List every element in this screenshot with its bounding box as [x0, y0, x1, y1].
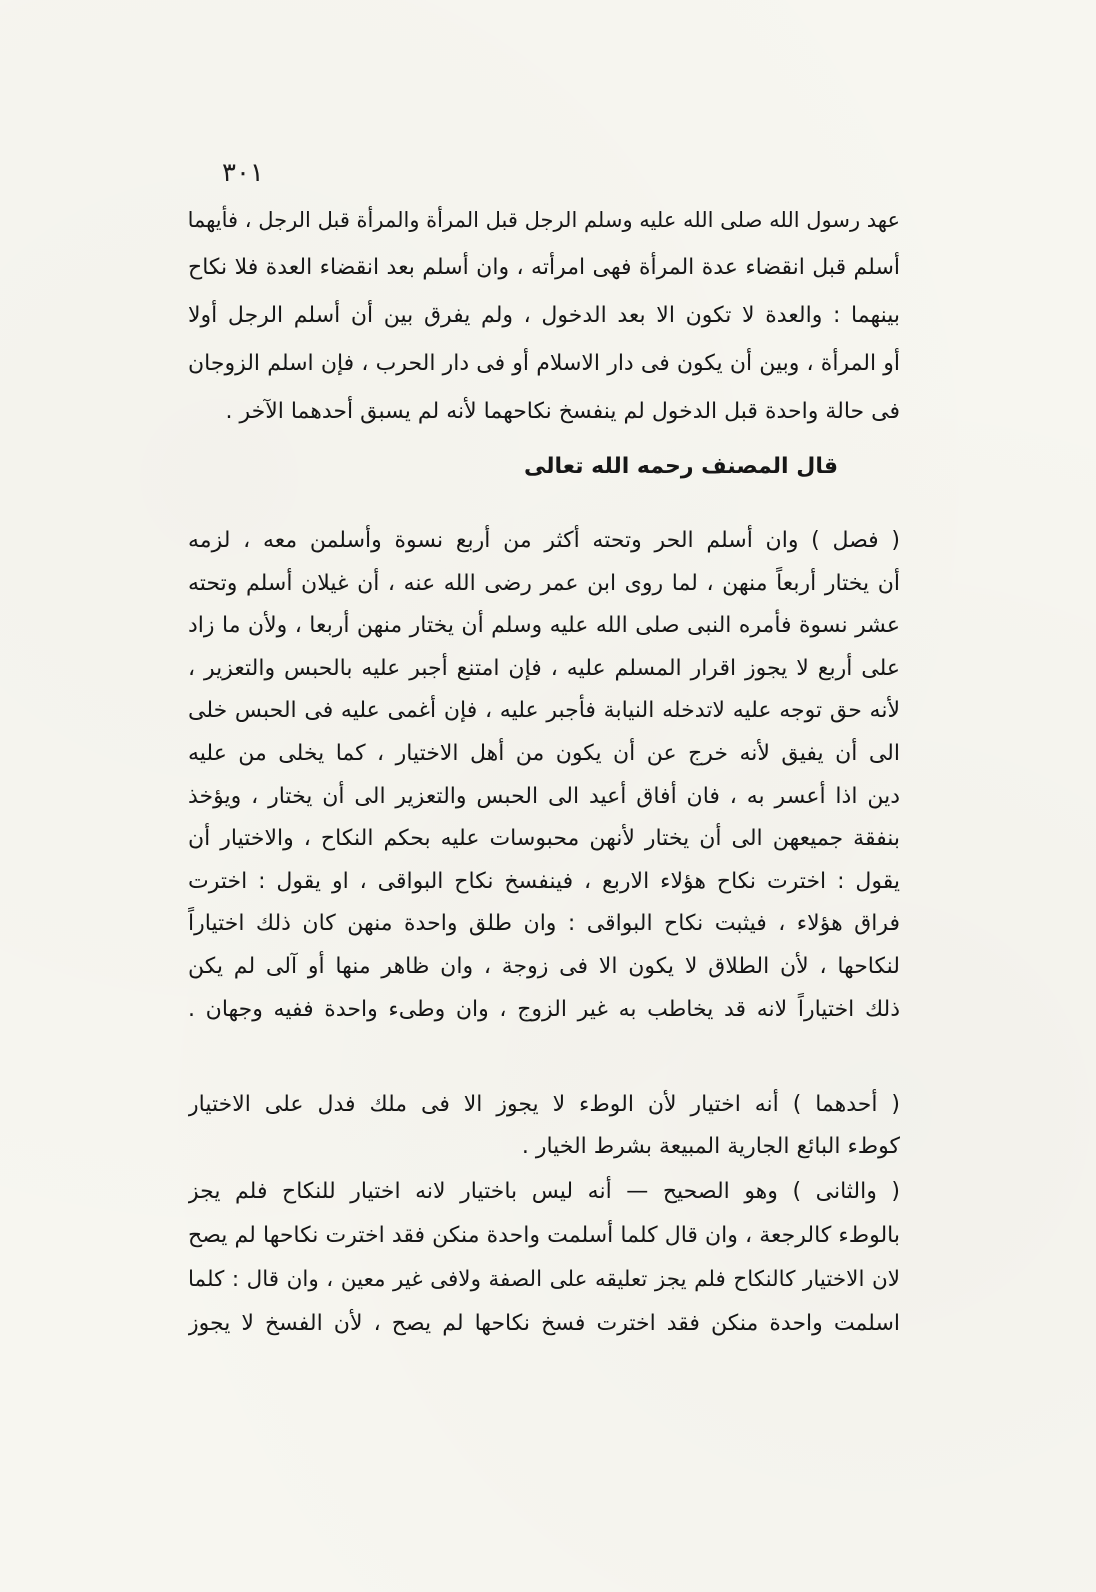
text-line: لنكاحها ، لأن الطلاق لا يكون الا فى زوجة ، وان ظاهر منها أو آلى لم يكن [188, 953, 900, 979]
text-line: بالوطء كالرجعة ، وان قال كلما أسلمت واحدة منكن فقد اخترت نكاحها لم يصح [188, 1223, 900, 1248]
paragraph-4 [188, 1170, 900, 1346]
text-line: بينهما : والعدة لا تكون الا بعد الدخول ، ولم يفرق بين أن أسلم الرجل أولا [188, 303, 900, 328]
paragraph-1 [188, 196, 900, 436]
text-line: بنفقة جميعهن الى أن يختار لأنهن محبوسات عليه بحكم النكاح ، والاختيار أن [188, 826, 900, 852]
section-heading: قال المصنف رحمه الله تعالى [524, 454, 838, 479]
text-line: عهد رسول الله صلى الله عليه وسلم الرجل قبل المرأة والمرأة قبل الرجل ، فأيهما [188, 208, 900, 232]
page-number: ٣٠١ [222, 158, 264, 188]
text-line: أسلم قبل انقضاء عدة المرأة فهى امرأته ، وان أسلم بعد انقضاء العدة فلا نكاح [188, 255, 900, 280]
text-line: أو المرأة ، وبين أن يكون فى دار الاسلام أو فى دار الحرب ، فإن اسلم الزوجان [188, 351, 900, 376]
text-line: دين اذا أعسر به ، فان أفاق أعيد الى الحبس والتعزير الى أن يختار ، ويؤخذ [188, 783, 900, 809]
text-line: أن يختار أربعاً منهن ، لما روى ابن عمر رضى الله عنه ، أن غيلان أسلم وتحته [188, 570, 900, 596]
text-line: يقول : اخترت نكاح هؤلاء الاربع ، فينفسخ نكاح البواقى ، او يقول : اخترت [188, 868, 900, 894]
text-line: ( أحدهما ) أنه اختيار لأن الوطء لا يجوز الا فى ملك فدل على الاختيار [188, 1092, 900, 1117]
paragraph-2 [188, 520, 900, 1031]
text-line: ( فصل ) وان أسلم الحر وتحته أكثر من أربع نسوة وأسلمن معه ، لزمه [188, 528, 900, 553]
text-line: فى حالة واحدة قبل الدخول لم ينفسخ نكاحهما لأنه لم يسبق أحدهما الآخر . [225, 399, 900, 424]
text-line: فراق هؤلاء ، فيثبت نكاح البواقى : وان طلق واحدة منهن كان ذلك اختياراً [188, 911, 900, 937]
paragraph-3 [188, 1084, 900, 1168]
text-line: لأنه حق توجه عليه لاتدخله النيابة فأجبر عليه ، فإن أغمى عليه فى الحبس خلى [188, 698, 900, 724]
text-line: على أربع لا يجوز اقرار المسلم عليه ، فإن امتنع أجبر عليه بالحبس والتعزير ، [188, 655, 900, 681]
text-line: الى أن يفيق لأنه خرج عن أن يكون من أهل الاختيار ، كما يخلى من عليه [188, 740, 900, 766]
text-line: اسلمت واحدة منكن فقد اخترت فسخ نكاحها لم يصح ، لأن الفسخ لا يجوز [188, 1311, 900, 1336]
text-line: ذلك اختياراً لانه قد يخاطب به غير الزوج ، وان وطىء واحدة ففيه وجهان . [188, 996, 900, 1022]
text-line: عشر نسوة فأمره النبى صلى الله عليه وسلم أن يختار منهن أربعا ، ولأن ما زاد [188, 613, 900, 639]
text-line: كوطء البائع الجارية المبيعة بشرط الخيار . [521, 1134, 900, 1159]
text-line: ( والثانى ) وهو الصحيح — أنه ليس باختيار لانه اختيار للنكاح فلم يجز [188, 1179, 900, 1204]
text-line: لان الاختيار كالنكاح فلم يجز تعليقه على الصفة ولافى غير معين ، وان قال : كلما [188, 1267, 900, 1292]
